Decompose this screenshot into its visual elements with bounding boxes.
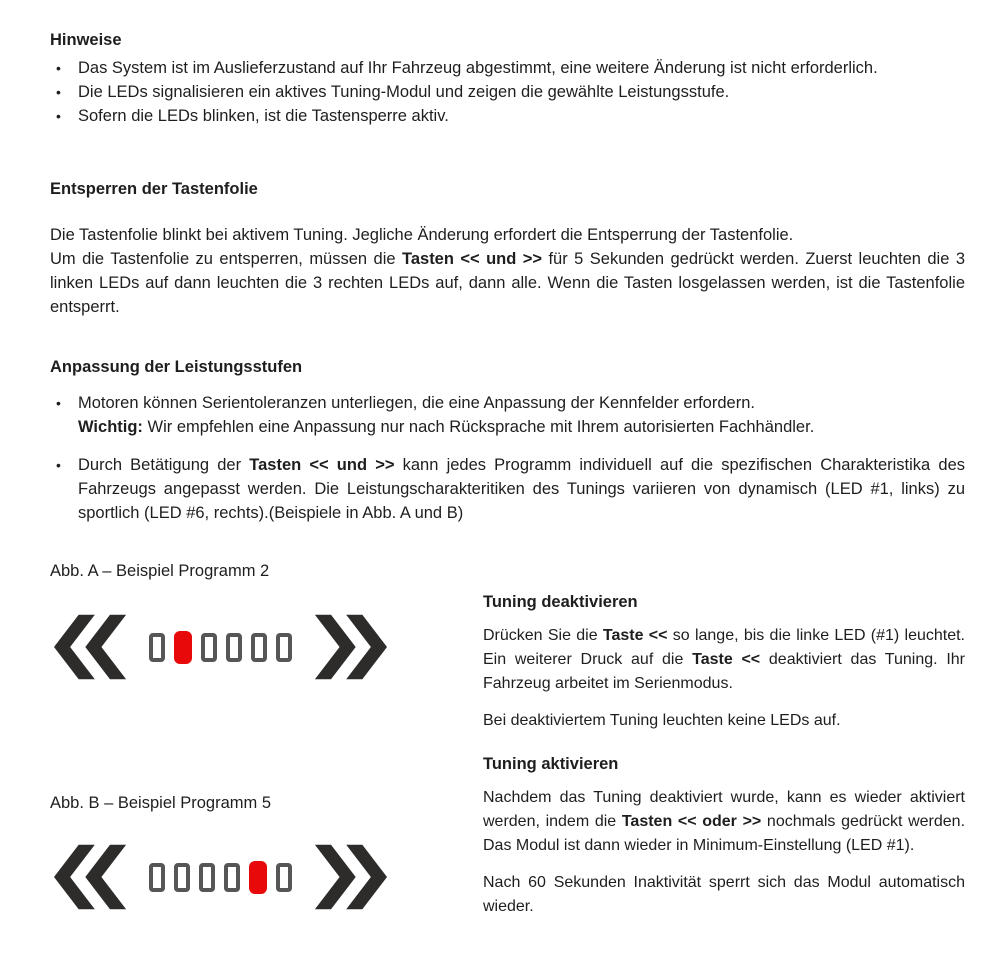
paragraph-deaktivieren-1: Drücken Sie die Taste << so lange, bis die linke LED (#1) leuchtet. Ein weiterer Druck auf die Taste << deaktiviert das Tuning. Ihr Fahrzeug arbeitet im Serienmodus. bbox=[483, 627, 965, 692]
paragraph-aktivieren-1: Nachdem das Tuning deaktiviert wurde, kann es wieder aktiviert werden, indem die Tasten << oder >> nochmals gedrückt werden. Das Modul ist dann wieder in Minimum-Einstellung (LED #1). bbox=[483, 789, 966, 854]
section-hinweise bbox=[50, 28, 965, 128]
section-entsperren bbox=[50, 177, 965, 319]
double-chevron-left-icon bbox=[54, 613, 128, 681]
section-title-anpassung: Anpassung der Leistungsstufen bbox=[50, 358, 303, 376]
bullet-item bbox=[50, 56, 965, 80]
figure-a-label: Abb. A – Beispiel Programm 2 bbox=[50, 562, 270, 580]
figure-b bbox=[50, 791, 470, 911]
led-6-off bbox=[276, 633, 292, 662]
bullet-text: Das System ist im Auslieferzustand auf Ihr Fahrzeug abgestimmt, eine weitere Änderung ist nicht erforderlich. bbox=[78, 59, 878, 77]
bullet-text: Motoren können Serientoleranzen unterliegen, die eine Anpassung der Kennfelder erfordern. Wichtig: Wir empfehlen eine Anpassung nur nach Rücksprache mit Ihrem autorisierten Fachhändler. bbox=[78, 394, 815, 436]
paragraph-entsperren-body: Um die Tastenfolie zu entsperren, müssen die Tasten << und >> für 5 Sekunden gedrückt werden. Zuerst leuchten die 3 linken LEDs auf dann leuchten die 3 rechten LEDs auf, dann alle. Wenn die Tasten losgelassen werden, ist die Tastenfolie entsperrt. bbox=[50, 250, 965, 316]
bullet-text: Sofern die LEDs blinken, ist die Tastensperre aktiv. bbox=[78, 107, 449, 125]
led-4-off bbox=[226, 633, 242, 662]
bullet-text: Durch Betätigung der Tasten << und >> kann jedes Programm individuell auf die spezifischen Charakteristika des Fahrzeugs angepasst werden. Die Leistungscharakteritiken des Tunings variieren von dynamisch (LED #1, links) zu sportlich (LED #6, rechts).(Beispiele in Abb. A und B) bbox=[78, 456, 965, 522]
bullet-icon: • bbox=[56, 60, 61, 76]
led-4-off bbox=[224, 863, 240, 892]
bullet-item bbox=[50, 104, 965, 128]
bullet-item bbox=[50, 391, 965, 439]
right-column bbox=[483, 590, 965, 919]
bullet-item bbox=[50, 80, 965, 104]
led-2-on bbox=[174, 631, 192, 664]
led-2-off bbox=[174, 863, 190, 892]
figure-b-graphic bbox=[54, 843, 470, 911]
paragraph-aktivieren-2: Nach 60 Sekunden Inaktivität sperrt sich das Modul automatisch wieder. bbox=[483, 874, 965, 915]
led-3-off bbox=[199, 863, 215, 892]
bullet-icon: • bbox=[56, 108, 61, 124]
double-chevron-right-icon bbox=[313, 613, 387, 681]
led-strip bbox=[149, 631, 292, 664]
led-6-off bbox=[276, 863, 292, 892]
figure-a bbox=[50, 559, 470, 681]
double-chevron-right-icon bbox=[313, 843, 387, 911]
section-title-entsperren: Entsperren der Tastenfolie bbox=[50, 180, 258, 198]
led-5-off bbox=[251, 633, 267, 662]
bullet-icon: • bbox=[56, 84, 61, 100]
double-chevron-left-icon bbox=[54, 843, 128, 911]
paragraph-entsperren-intro: Die Tastenfolie blinkt bei aktivem Tuning. Jegliche Änderung erfordert die Entsperrung der Tastenfolie. bbox=[50, 226, 794, 244]
bullet-icon: • bbox=[56, 395, 61, 411]
heading-tuning-aktivieren: Tuning aktivieren bbox=[483, 755, 619, 773]
section-anpassung bbox=[50, 355, 965, 539]
led-5-on bbox=[249, 861, 267, 894]
bullet-icon: • bbox=[56, 457, 61, 473]
bullet-item bbox=[50, 453, 965, 525]
bullet-text: Die LEDs signalisieren ein aktives Tuning-Modul und zeigen die gewählte Leistungsstufe. bbox=[78, 83, 730, 101]
figure-b-label: Abb. B – Beispiel Programm 5 bbox=[50, 794, 272, 812]
section-title-hinweise: Hinweise bbox=[50, 31, 122, 49]
led-3-off bbox=[201, 633, 217, 662]
led-strip bbox=[149, 861, 292, 894]
paragraph-deaktivieren-2: Bei deaktiviertem Tuning leuchten keine LEDs auf. bbox=[483, 712, 841, 729]
heading-tuning-deaktivieren: Tuning deaktivieren bbox=[483, 593, 638, 611]
figure-a-graphic bbox=[54, 613, 470, 681]
led-1-off bbox=[149, 633, 165, 662]
led-1-off bbox=[149, 863, 165, 892]
